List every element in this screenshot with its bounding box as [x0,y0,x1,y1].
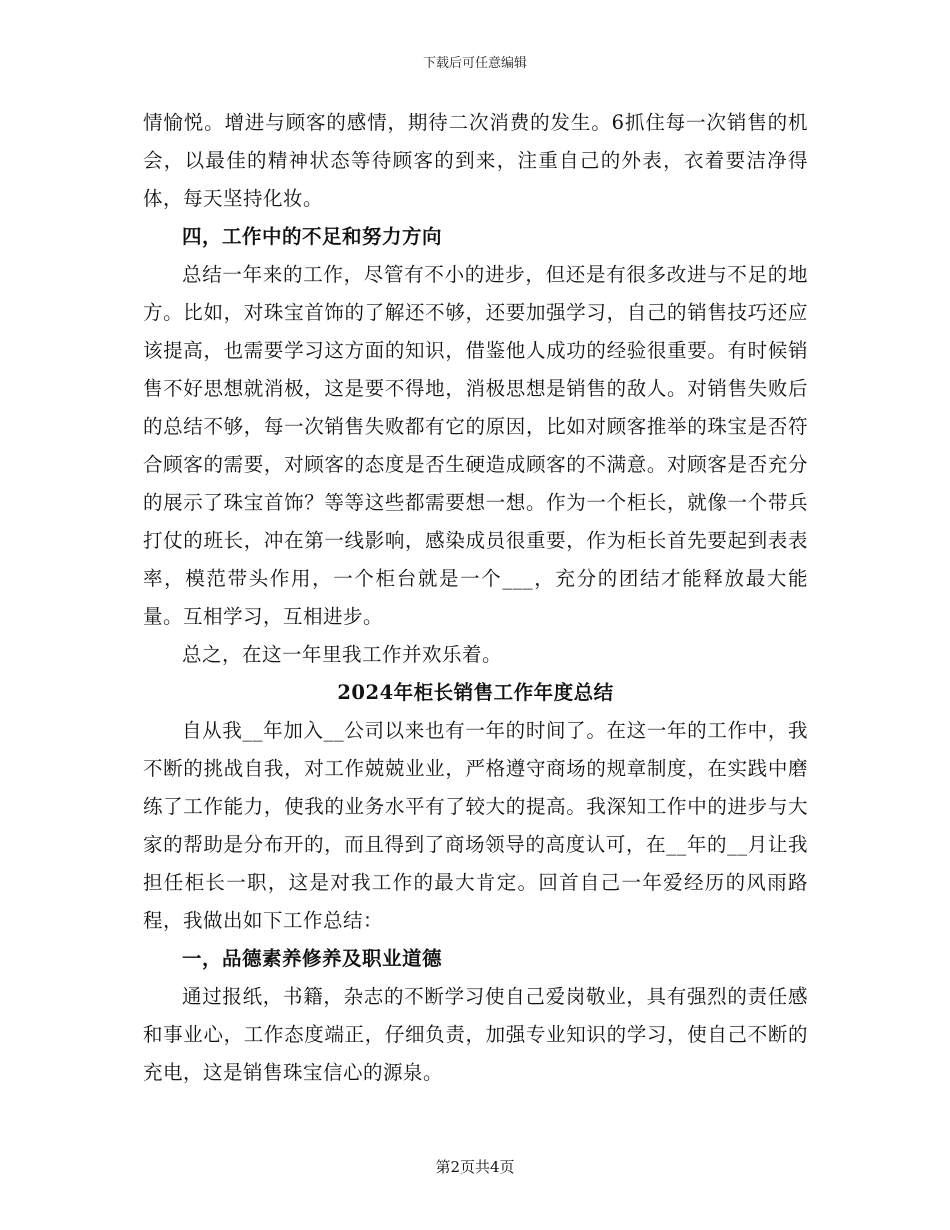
paragraph-shortcomings: 总结一年来的工作，尽管有不小的进步，但还是有很多改进与不足的地方。比如，对珠宝首饰的了解还不够，还要加强学习，自己的销售技巧还应该提高，也需要学习这方面的知识，借鉴他人成功的经验很重要。有时候销售不好思想就消极，这是要不得地，消极思想是销售的敌人。对销售失败后的总结不够，每一次销售失败都有它的原因，比如对顾客推举的珠宝是否符合顾客的需要，对顾客的态度是否生硬造成顾客的不满意。对顾客是否充分的展示了珠宝首饰？等等这些都需要想一想。作为一个柜长，就像一个带兵打仗的班长，冲在第一线影响，感染成员很重要，作为柜长首先要起到表表率，模范带头作用，一个柜台就是一个___，充分的团结才能释放最大能量。互相学习，互相进步。 [143,263,808,628]
page-number: 第2页共4页 [435,1158,515,1176]
header-note: 下载后可任意编辑 [422,56,527,71]
paragraph-conclusion: 总之，在这一年里我工作并欢乐着。 [182,643,503,666]
section-heading-4: 四，工作中的不足和努力方向 [182,225,443,248]
paragraph-ethics: 通过报纸，书籍，杂志的不断学习使自己爱岗敬业，具有强烈的责任感和事业心，工作态度端正，仔细负责，加强专业知识的学习，使自己不断的充电，这是销售珠宝信心的源泉。 [143,985,808,1084]
paragraph-intro: 自从我__年加入__公司以来也有一年的时间了。在这一年的工作中，我不断的挑战自我，对工作兢兢业业，严格遵守商场的规章制度，在实践中磨练了工作能力，使我的业务水平有了较大的提高。我深知工作中的进步与大家的帮助是分布开的，而且得到了商场领导的高度认可，在__年的__月让我担任柜长一职，这是对我工作的最大肯定。回首自己一年爱经历的风雨路程，我做出如下工作总结： [143,719,808,932]
section-heading-1: 一，品德素养修养及职业道德 [182,947,443,970]
document-body [143,104,808,1092]
document-title: 2024年柜长销售工作年度总结 [337,681,614,704]
paragraph-continuation: 情愉悦。增进与顾客的感情，期待二次消费的发生。6抓住每一次销售的机会，以最佳的精神状态等待顾客的到来，注重自己的外表，衣着要洁净得体，每天坚持化妆。 [143,111,808,210]
